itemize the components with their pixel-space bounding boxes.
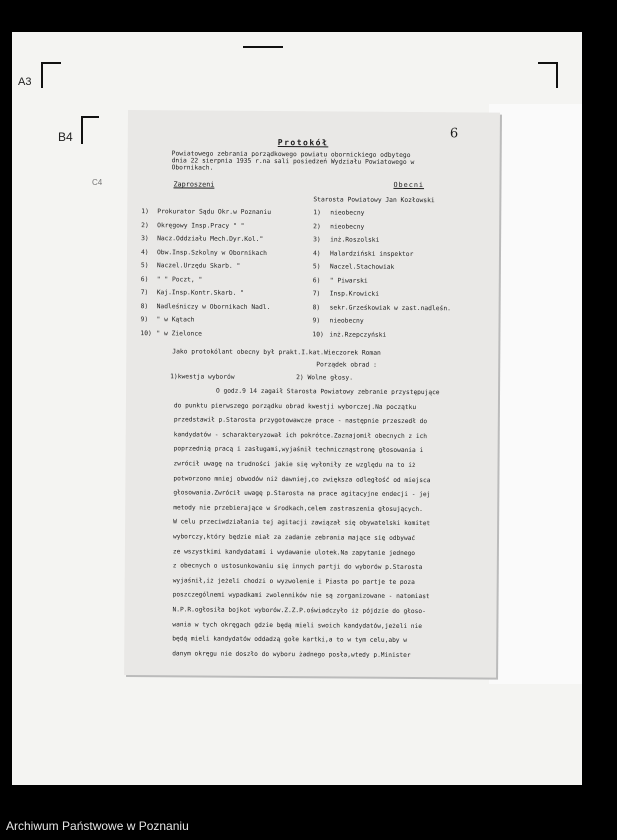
subtitle-line: Powiatowego zebrania porządkowego powiatu obornickiego odbytego xyxy=(171,150,411,159)
agenda-item: 1)kwestja wyborów xyxy=(170,373,235,381)
present-number: 4) xyxy=(312,249,321,257)
body-line: wania w tych okręgach gdzie będą mieli swoich kandydatów,jeżeli nie xyxy=(172,620,423,630)
invited-entry: " w Kątach xyxy=(156,316,195,324)
document-page xyxy=(124,110,500,678)
present-number: 2) xyxy=(313,222,321,230)
present-entry: nieobecny xyxy=(329,317,364,325)
body-line: potworzono mniej obwodów niż dawniej,co zwiększa odległość od miejsca xyxy=(173,474,431,484)
invited-entry: Naczel.Urzędu Skarb. " xyxy=(156,262,241,270)
archive-name: Archiwum Państwowe w Poznaniu xyxy=(6,819,189,833)
agenda-item: 2) Wolne głosy. xyxy=(296,374,354,382)
body-line: przedstawił p.Starosta przygotowawcze prace - następnie przeszedł do xyxy=(173,416,428,426)
invited-entry: " w Zielonce xyxy=(156,329,202,338)
body-line: zwrócił uwagę na trudności jakie się wyłoniły ze względu na to iż xyxy=(173,460,416,470)
body-line: O godz.9 14 zagaił Starosta Powiatowy zebranie przystępujące xyxy=(216,387,440,397)
corner-bracket-left xyxy=(41,62,61,88)
present-entry: inż.Rzepczyński xyxy=(329,330,387,339)
present-number: 9) xyxy=(312,317,321,325)
present-number: 10) xyxy=(312,330,324,338)
row-number: 4) xyxy=(140,248,149,256)
invited-header: Zaproszeni xyxy=(173,180,215,189)
frame-label-b: B4 xyxy=(58,130,73,144)
agenda-header: Porządek obrad : xyxy=(316,361,377,369)
invited-entry: Prokurator Sądu Okr.w Poznaniu xyxy=(157,208,272,217)
present-number: 7) xyxy=(312,290,321,298)
invited-entry: " " Poczt, " xyxy=(156,275,203,284)
body-line: N.P.R.ogłosiła bojkot wyborów.Z.Z.P.oświadczyło iż pójdzie do głoso- xyxy=(172,606,426,616)
present-entry: Naczel.Stachowiak xyxy=(329,263,395,271)
invited-entry: Nadleśniczy w Obornikach Nadl. xyxy=(156,302,271,311)
present-number: 1) xyxy=(313,209,321,217)
body-line: danym okręgu nie doszło do wyboru żadnego posła,wtedy p.Minister xyxy=(172,650,411,659)
present-entry: " Piwarski xyxy=(329,276,368,285)
invited-entry: Okręgowy Insp.Pracy " " xyxy=(157,221,245,230)
present-entry: nieobecny xyxy=(330,209,365,217)
row-number: 2) xyxy=(141,221,149,229)
body-line: wyborczy,który będzie miał za zadanie zebrania mające się odbywać xyxy=(172,533,416,543)
body-line: poszczególnemi wypadkami zwolenników nie są zorganizowane - natomiast xyxy=(172,591,430,601)
row-number: 6) xyxy=(140,275,149,283)
present-number: 5) xyxy=(312,263,321,271)
present-intro: Starosta Powiatowy Jan Kozłowski xyxy=(313,196,435,205)
present-entry: nieobecny xyxy=(330,222,365,231)
body-line: metody nie przebierające w środkach,celem zastraszenia głosujących. xyxy=(173,504,423,513)
row-number: 9) xyxy=(140,316,149,324)
row-number: 7) xyxy=(140,289,149,297)
present-header: Obecni xyxy=(393,180,425,190)
background-sheet xyxy=(489,104,582,684)
body-line: z obecnych o ustosunkowaniu się innych partji do wyborów p.Starosta xyxy=(172,562,423,572)
document-title: Protokół xyxy=(277,138,329,148)
present-number: 6) xyxy=(312,276,321,284)
body-line: W celu przeciwdziałania tej agitacji zawiązał się obywatelski komitet xyxy=(173,518,431,528)
row-number: 5) xyxy=(140,262,149,270)
invited-entry: Nacz.Oddziału Mech.Dyr.Kol." xyxy=(157,235,264,243)
subtitle-line: dnia 22 sierpnia 1935 r.na sali posiedzeń Wydziału Powiatowego w xyxy=(171,157,415,166)
present-entry: Halardziński inspektor xyxy=(329,249,414,258)
present-entry: sekr.Grześkowiak w zast.nadleśn. xyxy=(329,303,451,312)
frame-label-c: C4 xyxy=(92,178,103,187)
page-number-mark: 6 xyxy=(449,126,459,142)
present-entry: Insp.Krowicki xyxy=(329,290,380,298)
body-line: wyjaśnił,iż jeżeli chodzi o wyzwolenie i Piasta po partje te poza xyxy=(172,577,415,586)
invited-entry: Kaj.Insp.Kontr.Skarb. " xyxy=(156,289,244,297)
corner-bracket-right xyxy=(538,62,558,88)
present-entry: inż.Roszolski xyxy=(330,236,380,244)
protocolist-line: Jako protokólant obecny był prakt.I.kat.Wieczorek Roman xyxy=(172,348,381,357)
body-line: głosowania.Zwrócił uwagę p.Starosta na prace agitacyjne endecji - jej xyxy=(173,489,431,499)
invited-entry: Obw.Insp.Szkolny w Obornikach xyxy=(156,248,267,257)
subtitle-line: Obornikach. xyxy=(171,164,214,172)
row-number: 3) xyxy=(141,235,149,243)
present-number: 8) xyxy=(312,303,321,311)
body-line: do punktu pierwszego porządku obrad kwestji wyborczej.Na początku xyxy=(173,401,417,411)
body-line: poprzednią pracą i zasługami,wyjaśnił technicznąstronę głosowania i xyxy=(173,445,424,455)
row-number: 10) xyxy=(140,329,152,337)
body-line: będą mieli kandydatów oddadzą gołe kartki,a to w tym celu,aby w xyxy=(172,635,408,645)
top-rule xyxy=(243,46,283,48)
body-line: kandydatów - scharakteryzował ich pokrótce.Zaznajomił obecnych z ich xyxy=(173,431,428,440)
body-line: ze wszystkimi kandydatami i wydawanie ulotek.Na zapytanie jednego xyxy=(172,547,416,557)
frame-label-a: A3 xyxy=(18,76,32,88)
row-number: 1) xyxy=(141,208,149,216)
present-number: 3) xyxy=(313,236,321,244)
row-number: 8) xyxy=(140,302,149,310)
corner-bracket-b xyxy=(81,116,99,144)
